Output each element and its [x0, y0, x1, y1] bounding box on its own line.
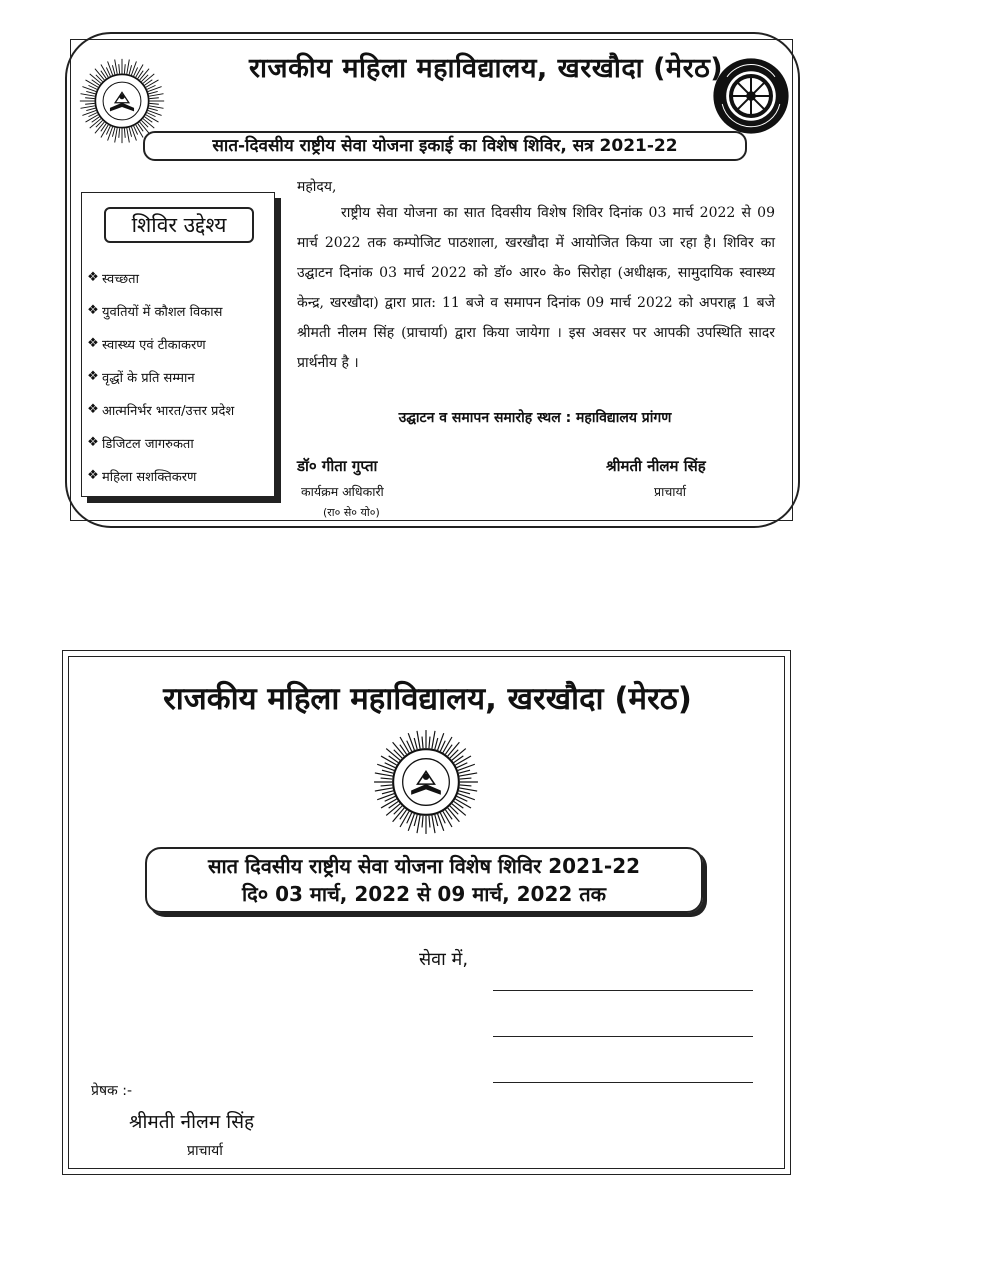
objectives-list: [84, 261, 272, 492]
list-item: ❖ डिजिटल जागरुकता: [84, 426, 272, 459]
list-item: ❖ वृद्धों के प्रति सम्मान: [84, 360, 272, 393]
nss-emblem-icon: [711, 56, 791, 136]
invitation-letter: [297, 176, 775, 378]
envelope-college-title: राजकीय महिला महाविद्यालय, खरखौदा (मेरठ): [163, 681, 692, 717]
program-officer-unit: (रा० से० यो०): [323, 506, 380, 519]
principal-role: प्राचार्या: [654, 484, 687, 499]
list-item: ❖ युवतियों में कौशल विकास: [84, 294, 272, 327]
bullet-icon: ❖: [87, 303, 99, 318]
sender-name: श्रीमती नीलम सिंह: [129, 1111, 255, 1133]
address-line: [493, 1036, 753, 1037]
objectives-box: [81, 192, 275, 497]
bullet-icon: ❖: [87, 402, 99, 417]
college-emblem-icon: [373, 729, 479, 835]
letter-body: राष्ट्रीय सेवा योजना का सात दिवसीय विशेष शिविर दिनांक 03 मार्च 2022 से 09 मार्च 2022 तक कम्पोजिट पाठशाला, खरखौदा में आयोजित किया जा रहा है। शिविर का उद्घाटन दिनांक 03 मार्च 2022 को डॉ० आर० के० सिरोहा (अधीक्षक, सामुदायिक स्वास्थ्य केन्द्र, खरखौदा) द्वारा प्रात: 11 बजे व समापन दिनांक 09 मार्च 2022 को अपराह्न 1 बजे श्रीमती नीलम सिंह (प्राचार्या) द्वारा किया जायेगा । इस अवसर पर आपकी उपस्थिति सादर प्रार्थनीय है ।: [297, 205, 775, 371]
list-item: ❖ महिला सशक्तिकरण: [84, 459, 272, 492]
program-officer-role: कार्यक्रम अधिकारी: [301, 484, 384, 499]
list-item: ❖ स्वच्छता: [84, 261, 272, 294]
to-label: सेवा में,: [419, 949, 469, 970]
bullet-icon: ❖: [87, 468, 99, 483]
bullet-icon: ❖: [87, 336, 99, 351]
envelope-card: [62, 650, 791, 1175]
camp-details-box: [145, 847, 703, 913]
camp-title: सात दिवसीय राष्ट्रीय सेवा योजना विशेष शिविर 2021-22: [207, 854, 641, 878]
bullet-icon: ❖: [87, 369, 99, 384]
venue-line: उद्घाटन व समापन समारोह स्थल : महाविद्यालय प्रांगण: [398, 410, 672, 426]
camp-dates: दि० 03 मार्च, 2022 से 09 मार्च, 2022 तक: [241, 882, 607, 906]
camp-subtitle: सात-दिवसीय राष्ट्रीय सेवा योजना इकाई का विशेष शिविर, सत्र 2021-22: [143, 131, 747, 161]
bullet-icon: ❖: [87, 270, 99, 285]
principal-name: श्रीमती नीलम सिंह: [606, 457, 706, 475]
invitation-card: [70, 39, 793, 521]
list-item: ❖ स्वास्थ्य एवं टीकाकरण: [84, 327, 272, 360]
address-line: [493, 1082, 753, 1083]
salutation: महोदय,: [297, 179, 337, 195]
program-officer-name: डॉ० गीता गुप्ता: [297, 457, 378, 475]
objectives-heading: शिविर उद्देश्य: [104, 207, 254, 243]
address-line: [493, 990, 753, 991]
bullet-icon: ❖: [87, 435, 99, 450]
college-title: राजकीय महिला महाविद्यालय, खरखौदा (मेरठ): [249, 53, 724, 84]
sender-label: प्रेषक :-: [91, 1083, 133, 1099]
list-item: ❖ आत्मनिर्भर भारत/उत्तर प्रदेश: [84, 393, 272, 426]
sender-role: प्राचार्या: [187, 1143, 223, 1159]
